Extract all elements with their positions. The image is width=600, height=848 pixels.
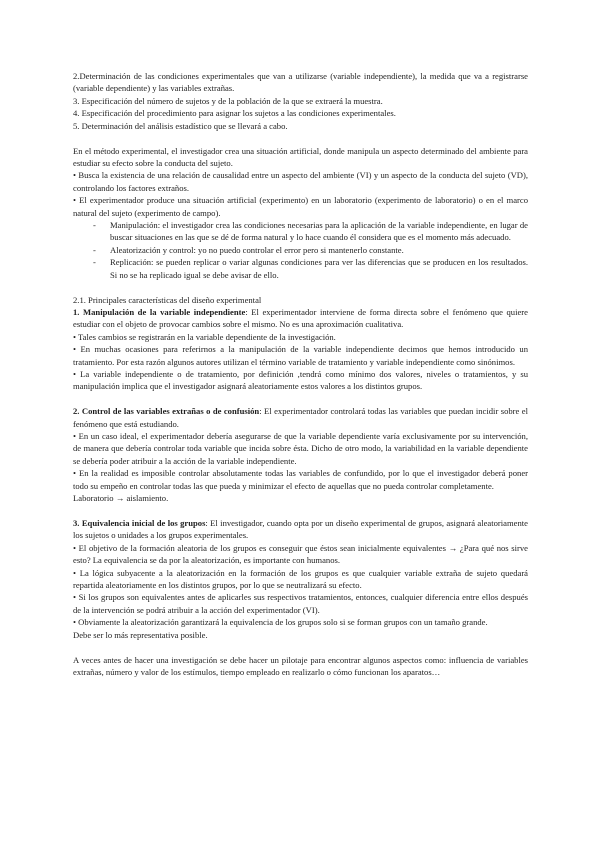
intro-list <box>73 70 528 132</box>
list-item: 2.Determinación de las condiciones experimentales que van a utilizarse (variable independiente), la medida que va a registrarse (variable dependiente) y las variables extrañas. <box>73 71 528 94</box>
closing-section <box>73 654 528 679</box>
list-item: 3. Especificación del número de sujetos y de la población de la que se extraerá la muestra. <box>73 95 383 106</box>
section-title: 2.1. Principales características del diseño experimental <box>73 294 262 305</box>
manipulation-bullet: • Tales cambios se registrarán en la variable dependiente de la investigación. <box>73 331 336 342</box>
dash-item: - Replicación: se pueden replicar o variar algunas condiciones para ver las diferencias que se producen en los resultados. Si no se ha replicado igual se debe avisar de ello. <box>110 256 528 281</box>
list-item: 4. Especificación del procedimiento para asignar los sujetos a las condiciones experimentales. <box>73 108 396 119</box>
method-bullet: • El experimentador produce una situación artificial (experimento) en un laboratorio (experimento de laboratorio) o en el marco natural del sujeto (experimento de campo). <box>73 195 528 218</box>
manipulation-bullet: • La variable independiente o de tratamiento, por definición ,tendrá como mínimo dos valores, niveles o tratamientos, y su manipulación implica que el investigador asignará aleatoriamente estos valores a los distintos grupos. <box>73 368 528 392</box>
manipulation-paragraph <box>73 306 528 331</box>
manipulation-bullet: • En muchas ocasiones para referirnos a la manipulación de la variable independiente decimos que hemos introducido un tratamiento. Por esta razón algunos autores utilizan el término variable de tratamiento y variable independiente como sinónimos. <box>73 344 528 367</box>
method-section <box>73 145 528 281</box>
equivalence-heading: 3. Equivalencia inicial de los grupos <box>73 518 206 528</box>
manipulation-text: : El experimentador interviene de forma directa sobre el fenómeno que quiere estudiar con el objeto de provocar cambios sobre el mismo. No es una aproximación cualitativa. <box>73 306 528 330</box>
equivalence-bullet: • Obviamente la aleatorización garantizará la equivalencia de los grupos solo si se forman grupos con un tamaño grande. <box>73 617 488 628</box>
method-bullet: • Busca la existencia de una relación de causalidad entre un aspecto del ambiente (VI) y un aspecto de la conducta del sujeto (VD), controlando los factores extraños. <box>73 170 528 193</box>
dash-item: - Aleatorización y control: yo no puedo controlar el error pero si mantenerlo constante. <box>110 244 528 256</box>
manipulation-heading: 1. Manipulación de la variable independiente <box>73 306 246 317</box>
control-section <box>73 405 528 504</box>
equivalence-bullet: • Si los grupos son equivalentes antes de aplicarles sus respectivos tratamientos, entonces, cualquier diferencia entre ellos después de la intervención se podrá atribuir a la acción del experimentador (VI). <box>73 592 528 615</box>
control-lab-note: Laboratorio → aislamiento. <box>73 493 169 504</box>
control-text: : El experimentador controlará todas las variables que puedan incidir sobre el fenómeno que está estudiando. <box>73 406 528 429</box>
method-intro: En el método experimental, el investigador crea una situación artificial, donde manipula un aspecto determinado del ambiente para estudiar su efecto sobre la conducta del sujeto. <box>73 145 528 168</box>
equivalence-bullet: • El objetivo de la formación aleatoria de los grupos es conseguir que éstos sean inicialmente equivalentes → ¿Para qué nos sirve esto? La equivalencia se da por la aleatorización, es importante con humanos. <box>73 542 528 566</box>
control-heading: 2. Control de las variables extrañas o de confusión <box>73 406 260 417</box>
equivalence-section <box>73 517 528 641</box>
equivalence-note: Debe ser lo más representativa posible. <box>73 629 208 640</box>
equivalence-bullet: • La lógica subyacente a la aleatorización en la formación de los grupos es que cualquier variable extraña de sujeto quedará repartida aleatoriamente en los distintos grupos, por lo que se neutralizará su efecto. <box>73 567 528 591</box>
control-bullet: • En la realidad es imposible controlar absolutamente todas las variables de confundido, por lo que el investigador deberá poner todo su empeño en controlar todas las que pueda y minimizar el efecto de aquellas que no pueda controlar completamente. <box>73 468 528 491</box>
control-paragraph <box>73 405 528 430</box>
equivalence-paragraph <box>73 517 528 542</box>
control-bullet: • En un caso ideal, el experimentador debería asegurarse de que la variable dependiente varía exclusivamente por su intervención, de manera que debería controlar toda variable que incida sobre ésta. Dicho de otro modo, la variabilidad en la variable dependiente se debería poder atribuir a la acción de la variable independiente. <box>73 431 528 466</box>
equivalence-text: : El investigador, cuando opta por un diseño experimental de grupos, asignará aleatoriamente los sujetos o unidades a los grupos experimentales. <box>73 518 528 541</box>
list-item: 5. Determinación del análisis estadístico que se llevará a cabo. <box>73 120 288 131</box>
dash-item: - Manipulación: el investigador crea las condiciones necesarias para la aplicación de la variable independiente, en lugar de buscar situaciones en las que se dé de forma natural y lo hace cuando él considera que es el momento más adecuado. <box>110 219 528 244</box>
method-dash-list <box>73 219 528 281</box>
manipulation-section <box>73 294 528 393</box>
closing-paragraph: A veces antes de hacer una investigación se debe hacer un pilotaje para encontrar algunos aspectos como: influencia de variables extrañas, número y valor de los estímulos, tiempo empleado en realizarlo o cómo funcionan los aparatos… <box>73 654 528 677</box>
document-page <box>73 70 528 678</box>
